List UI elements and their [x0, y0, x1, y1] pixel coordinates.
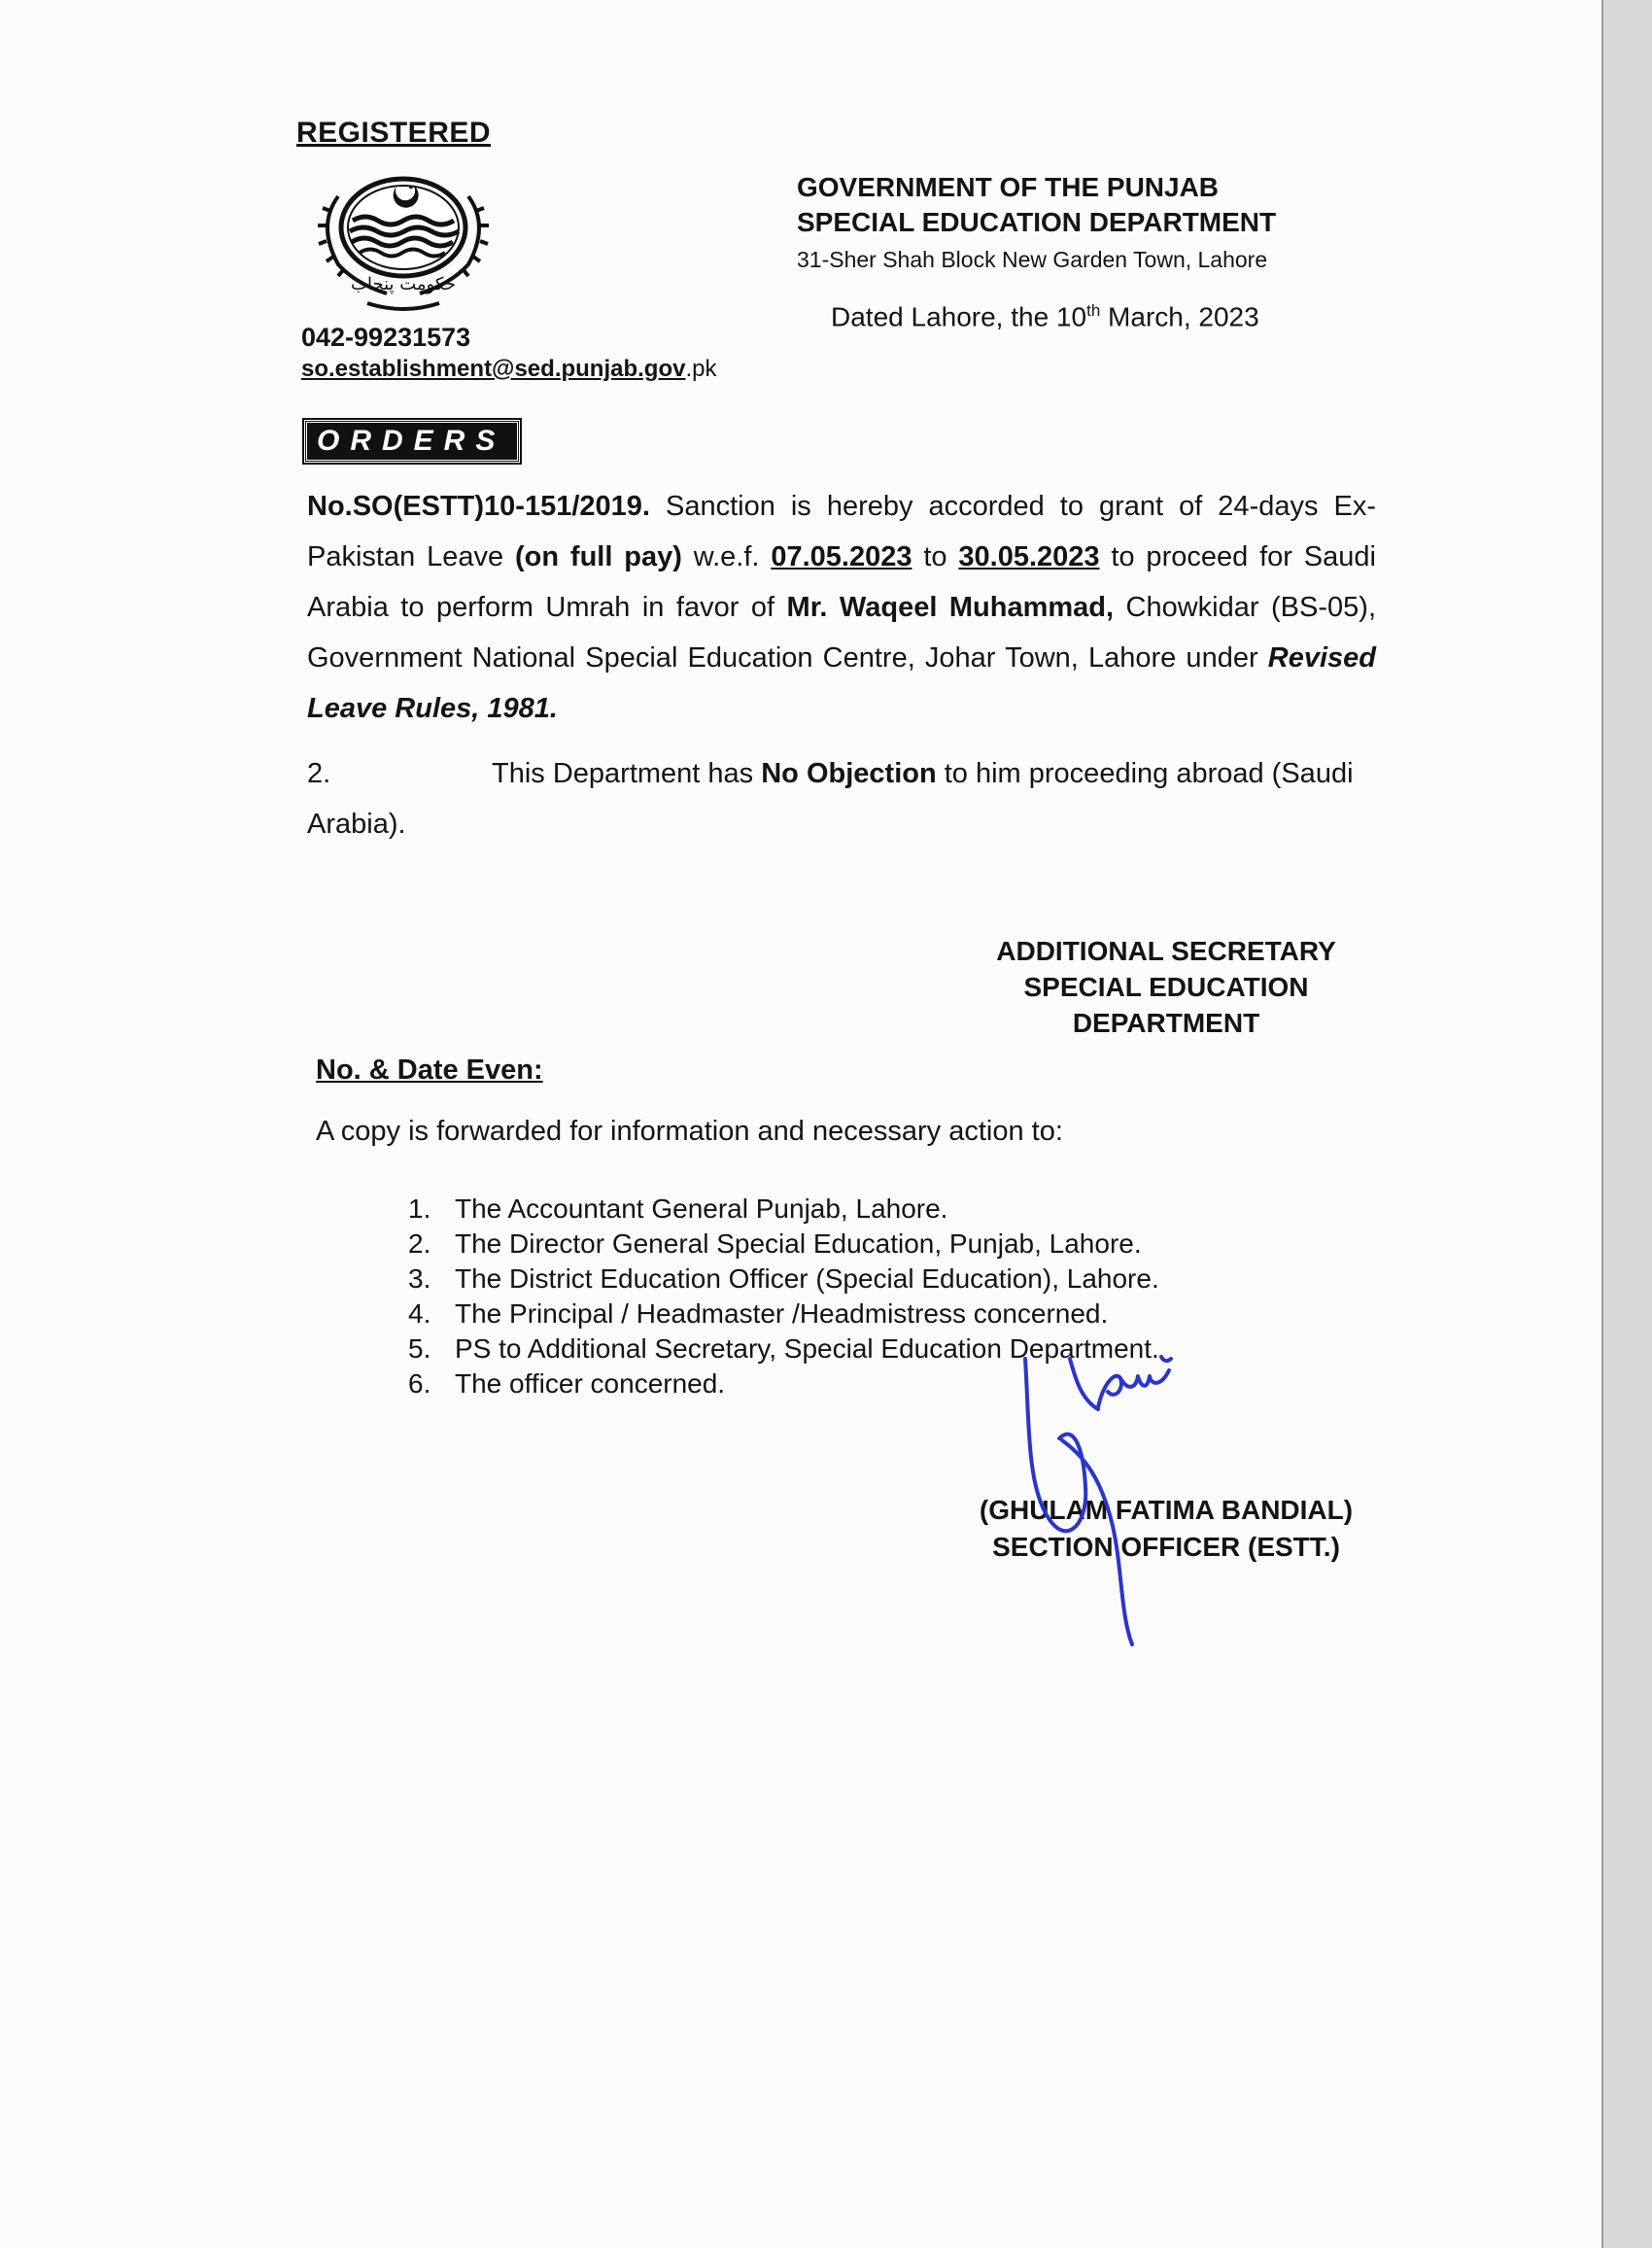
government-title: GOVERNMENT OF THE PUNJAB	[797, 172, 1220, 202]
department-title: SPECIAL EDUCATION DEPARTMENT	[797, 207, 1277, 237]
no-objection-paragraph	[307, 748, 1376, 849]
order-number: No.SO(ESTT)10-151/2019.	[307, 491, 650, 522]
signer-name: (GHULAM FATIMA BANDIAL)	[979, 1495, 1354, 1525]
email-address-link[interactable]: so.establishment@sed.punjab.gov	[301, 356, 686, 382]
email-line	[301, 356, 717, 383]
date-superscript: th	[1086, 301, 1101, 320]
list-item	[408, 1227, 1159, 1262]
list-item-number: 5.	[408, 1333, 431, 1364]
order-text: w.e.f.	[681, 541, 772, 572]
paragraph-text: This Department has	[492, 758, 762, 789]
list-item-text: The District Education Officer (Special Education), Lahore.	[455, 1263, 1159, 1294]
leave-rules: Revised Leave Rules, 1981.	[307, 642, 1376, 724]
list-item-text: The officer concerned.	[455, 1368, 726, 1399]
signer-designation: SECTION OFFICER (ESTT.)	[992, 1532, 1340, 1562]
endorsement-heading: No. & Date Even:	[316, 1055, 543, 1086]
list-item-number: 3.	[408, 1263, 431, 1294]
list-item-number: 6.	[408, 1368, 431, 1399]
order-text: to	[912, 541, 959, 572]
list-item-number: 2.	[408, 1228, 431, 1259]
paragraph-number: 2.	[307, 758, 331, 789]
orders-heading: ORDERS	[304, 420, 520, 463]
date-line	[831, 301, 1259, 332]
order-text: Chowkidar (BS-05), Government National Special Education Centre, Johar Town, Lahore under	[307, 592, 1376, 674]
no-objection: No Objection	[761, 758, 937, 789]
additional-secretary-line: SPECIAL EDUCATION	[1023, 972, 1309, 1002]
list-item	[408, 1262, 1159, 1297]
endorsement-intro: A copy is forwarded for information and necessary action to:	[316, 1116, 1063, 1147]
order-text: Sanction is hereby accorded to grant of 24-days Ex-Pakistan Leave	[307, 491, 1376, 572]
signature-icon	[1006, 1332, 1258, 1652]
order-paragraph	[307, 481, 1376, 734]
list-item-text: The Accountant General Punjab, Lahore.	[455, 1193, 948, 1224]
additional-secretary-line: DEPARTMENT	[1072, 1008, 1260, 1038]
list-item-text: The Director General Special Education, Punjab, Lahore.	[455, 1228, 1142, 1259]
list-item	[408, 1297, 1159, 1332]
department-address: 31-Sher Shah Block New Garden Town, Lahore	[797, 247, 1268, 272]
list-item-number: 4.	[408, 1298, 431, 1329]
full-pay: (on full pay)	[514, 541, 682, 572]
svg-text:حکومت پنجاب: حکومت پنجاب	[351, 274, 456, 294]
date-to: 30.05.2023	[958, 541, 1100, 572]
employee-name: Mr. Waqeel Muhammad,	[786, 592, 1115, 623]
date-suffix: March, 2023	[1100, 301, 1259, 332]
list-item-text: The Principal / Headmaster /Headmistress concerned.	[455, 1298, 1109, 1329]
date-from: 07.05.2023	[771, 541, 912, 572]
paragraph-text: to him proceeding abroad (Saudi Arabia).	[307, 758, 1354, 840]
email-suffix: .pk	[685, 356, 717, 382]
date-prefix: Dated Lahore, the 10	[831, 301, 1087, 332]
list-item	[408, 1192, 1159, 1227]
order-text: to proceed for Saudi Arabia to perform Umrah in favor of	[307, 541, 1376, 623]
additional-secretary-block	[933, 933, 1399, 1041]
punjab-emblem-icon	[309, 167, 498, 313]
registered-label: REGISTERED	[296, 117, 492, 149]
letterhead	[797, 170, 1341, 277]
list-item-text: PS to Additional Secretary, Special Education Department.	[455, 1333, 1159, 1364]
phone-number: 042-99231573	[301, 323, 471, 352]
additional-secretary-line: ADDITIONAL SECRETARY	[996, 936, 1336, 966]
list-item-number: 1.	[408, 1193, 431, 1224]
